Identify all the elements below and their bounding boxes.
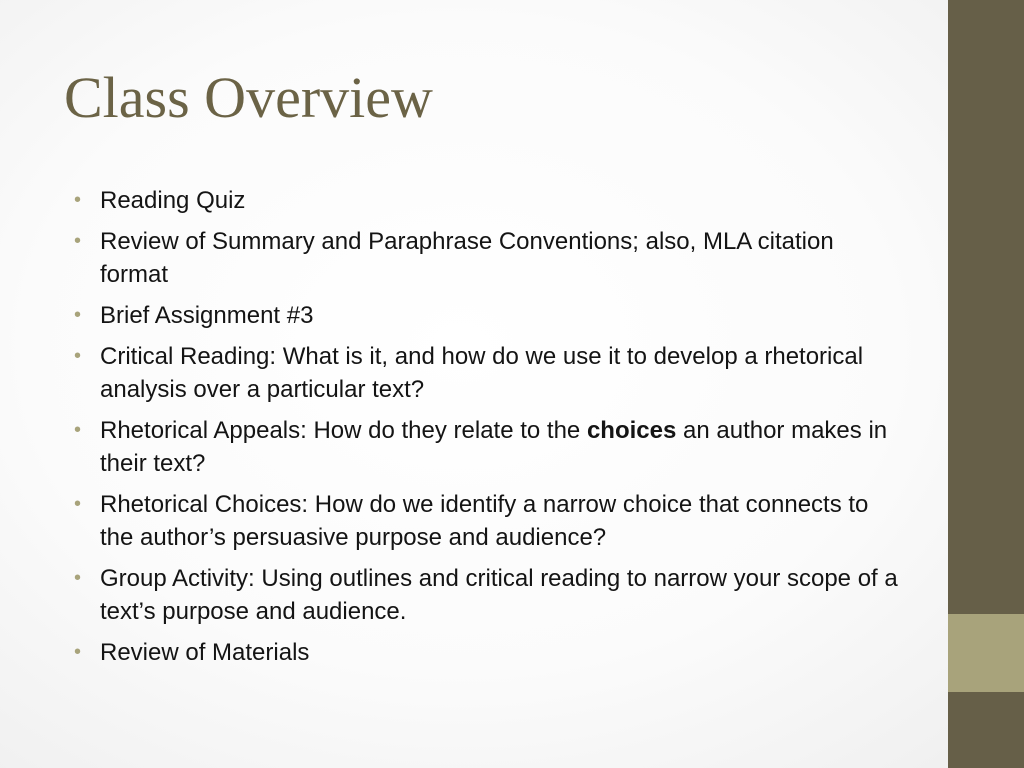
bullet-text: Rhetorical Choices: How do we identify a narrow choice that connects to the author’s persuasive purpose and audience? — [100, 491, 869, 551]
bullet-item — [72, 340, 902, 406]
bullet-text: Review of Summary and Paraphrase Conventions; also, MLA citation format — [100, 228, 834, 288]
bullet-item — [72, 184, 902, 217]
bullet-dot-icon: • — [74, 419, 82, 441]
bullet-list — [72, 184, 902, 677]
bullet-text: Group Activity: Using outlines and critical reading to narrow your scope of a text’s purpose and audience. — [100, 565, 898, 625]
bullet-text: Reading Quiz — [100, 187, 246, 214]
bullet-item — [72, 562, 902, 628]
bullet-dot-icon: • — [74, 304, 82, 326]
bullet-text-part: Rhetorical Appeals: How do they relate to the — [100, 417, 587, 444]
bullet-text: Critical Reading: What is it, and how do we use it to develop a rhetorical analysis over a particular text? — [100, 343, 864, 403]
bullet-item — [72, 414, 902, 480]
bullet-item — [72, 299, 902, 332]
bullet-text-emphasis: choices — [586, 417, 677, 444]
bullet-text: Review of Materials — [100, 639, 310, 666]
slide-title: Class Overview — [64, 65, 433, 130]
bullet-dot-icon: • — [74, 345, 82, 367]
bullet-dot-icon: • — [74, 493, 82, 515]
bullet-item — [72, 225, 902, 291]
side-band — [948, 0, 1024, 768]
bullet-dot-icon: • — [74, 230, 82, 252]
bullet-text-part: an author makes in their text? — [100, 417, 888, 477]
bullet-dot-icon: • — [74, 567, 82, 589]
band-light-accent — [948, 614, 1024, 692]
band-dark-top — [948, 0, 1024, 614]
band-dark-bottom — [948, 692, 1024, 768]
bullet-dot-icon: • — [74, 189, 82, 211]
bullet-text — [100, 417, 887, 477]
bullet-item — [72, 636, 902, 669]
bullet-text: Brief Assignment #3 — [100, 302, 314, 329]
bullet-item — [72, 488, 902, 554]
bullet-dot-icon: • — [74, 641, 82, 663]
